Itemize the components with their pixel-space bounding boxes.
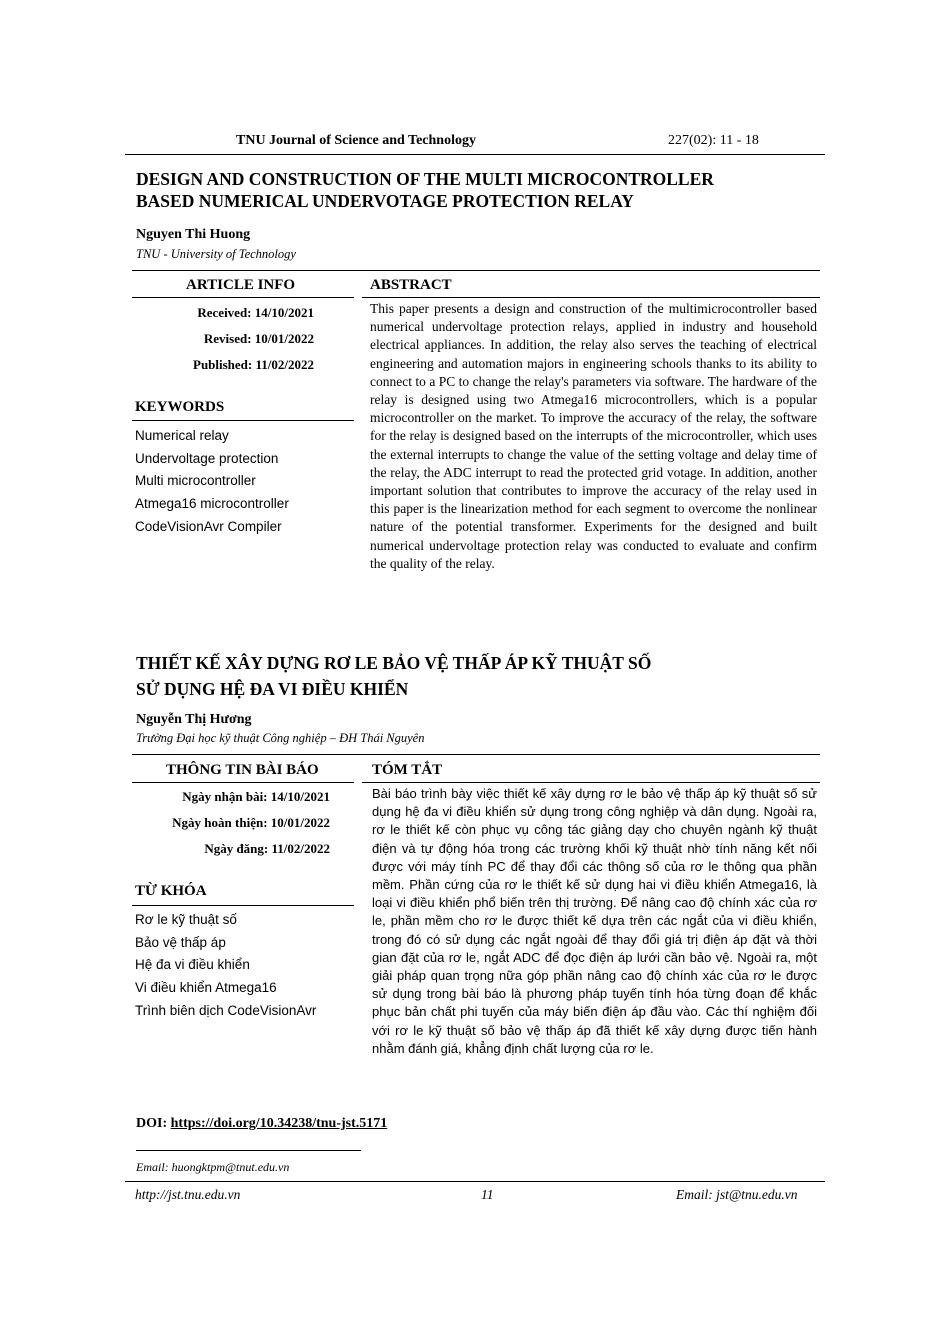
thong-tin-rule: [132, 782, 354, 783]
english-affiliation: TNU - University of Technology: [136, 247, 296, 261]
ngay-dang-date: Ngày đăng: 11/02/2022: [204, 841, 330, 856]
doi-line: [136, 1116, 387, 1132]
article-info-heading: ARTICLE INFO: [186, 277, 296, 293]
revised-date: Revised: 10/01/2022: [203, 331, 314, 346]
ngay-hoan-thien-date: Ngày hoàn thiện: 10/01/2022: [172, 815, 330, 830]
keyword-item: Numerical relay: [135, 428, 229, 443]
doi-link[interactable]: https://doi.org/10.34238/tnu-jst.5171: [170, 1116, 388, 1131]
keyword-item: Multi microcontroller: [135, 473, 256, 489]
thong-tin-bai-bao-heading: THÔNG TIN BÀI BÁO: [166, 762, 319, 778]
footnote-divider: [136, 1150, 361, 1151]
tom-tat-heading: TÓM TẮT: [372, 762, 443, 778]
footer-email[interactable]: Email: jst@tnu.edu.vn: [676, 1187, 798, 1202]
page-number: 11: [481, 1187, 494, 1202]
footer-website[interactable]: http://jst.tnu.edu.vn: [135, 1187, 241, 1202]
vietnamese-abstract-text: Bài báo trình bày việc thiết kế xây dựng rơ le bảo vệ thấp áp kỹ thuật số sử dụng hệ đa vi điều khiển sử dụng trong công nghiệp và dân dụng. Ngoài ra, rơ le thiết kế còn phục vụ công tác giảng dạy cho chuyên ngành kỹ thuật điện và tự động hóa trong các trường khối kỹ thuật nhờ tính năng kết nối được với máy tính PC để thay đổi các thông số của rơ le thông qua phần mềm. Phần cứng của rơ le thiết kế sử dụng hai vi điều khiển Atmega16, là loại vi điều khiển phổ biến trên thị trường. Để nâng cao độ chính xác của rơ le, phần mềm cho rơ le được thiết kế dựa trên các ngắt của vi điều khiển, trong đó có sử dụng các ngắt ngoài để thay đổi giá trị điện áp đặt và thời gian đặt của rơ le, ngắt ADC để đọc điện áp lưới cần bảo vệ. Ngoài ra, một giải pháp quan trọng nữa góp phần nâng cao độ chính xác của rơ le được sử dụng trong bài báo là phương pháp tuyến tính hóa từng đoạn để khắc phục bản chất phi tuyến của máy biến điện áp đầu vào. Các thí nghiệm đối với rơ le kỹ thuật số bảo vệ thấp áp đã thiết kế xây dựng được tiến hành nhằm đánh giá, khẳng định chất lượng của rơ le.: [372, 786, 817, 1056]
doi-label: DOI:: [136, 1116, 168, 1131]
keyword-item: Undervoltage protection: [135, 450, 279, 466]
vietnamese-title-line2: SỬ DỤNG HỆ ĐA VI ĐIỀU KHIỂN: [136, 679, 409, 699]
vietnamese-keyword-list: [135, 909, 316, 1023]
keyword-item: Hệ đa vi điều khiển: [135, 957, 250, 973]
journal-volume: 227(02): 11 - 18: [668, 133, 759, 148]
tu-khoa-heading: TỪ KHÓA: [135, 883, 207, 899]
header-divider: [125, 154, 825, 155]
received-date: Received: 14/10/2021: [197, 305, 314, 320]
tu-khoa-rule: [132, 905, 354, 906]
footer-divider: [125, 1181, 825, 1182]
author-email-footnote: Email: huongktpm@tnut.edu.vn: [136, 1160, 290, 1174]
abstract-rule: [362, 297, 820, 298]
keywords-rule: [132, 420, 354, 421]
ngay-nhan-bai-date: Ngày nhận bài: 14/10/2021: [182, 789, 330, 804]
english-title-line1: DESIGN AND CONSTRUCTION OF THE MULTI MICROCONTROLLER: [136, 169, 714, 189]
keyword-item: Trình biên dịch CodeVisionAvr: [135, 1002, 317, 1018]
keywords-heading: KEYWORDS: [135, 399, 225, 415]
keyword-item: Bảo vệ thấp áp: [135, 934, 226, 950]
english-keyword-list: [135, 425, 289, 539]
journal-name: TNU Journal of Science and Technology: [236, 133, 476, 148]
english-dates: [132, 300, 314, 378]
english-info-top-rule: [132, 270, 820, 271]
keyword-item: Atmega16 microcontroller: [135, 496, 289, 512]
vietnamese-affiliation: Trường Đại học kỹ thuật Công nghiệp – ĐH Thái Nguyên: [136, 731, 425, 745]
english-title: [136, 168, 826, 212]
vietnamese-title-line1: THIẾT KẾ XÂY DỰNG RƠ LE BẢO VỆ THẤP ÁP KỸ THUẬT SỐ: [136, 653, 652, 673]
abstract-heading: ABSTRACT: [370, 277, 452, 293]
english-author: Nguyen Thi Huong: [136, 227, 251, 242]
keyword-item: CodeVisionAvr Compiler: [135, 518, 282, 534]
english-abstract-text: This paper presents a design and construction of the multimicrocontroller based numerical undervoltage protection relays, applied in industry and household electrical appliances. In addition, the relay also serves the teaching of electrical engineering and automation majors in engineering schools thanks to its ability to connect to a PC to change the relay's parameters via software. The hardware of the relay is designed using two Atmega16 microcontrollers, which is a popular microcontroller on the market. To improve the accuracy of the relay, the software for the relay is designed based on the interrupts of the microcontroller, which uses the external interrupts to change the value of the setting voltage and delay time of the relay, the ADC interrupt to read the protected grid votage. In addition, another important solution that contributes to improve the accuracy of the relay used in this paper is the linearization method for each segment to overcome the nonlinear nature of the potential transformer. Experiments for the designed and built numerical undervoltage protection relay was conducted to evaluate and confirm the quality of the relay.: [370, 301, 817, 571]
keyword-item: Vi điều khiển Atmega16: [135, 980, 277, 996]
published-date: Published: 11/02/2022: [193, 357, 314, 372]
vietnamese-title: [136, 650, 826, 702]
english-title-line2: BASED NUMERICAL UNDERVOTAGE PROTECTION RELAY: [136, 191, 634, 211]
vietnamese-info-top-rule: [132, 754, 820, 755]
keyword-item: Rơ le kỹ thuật số: [135, 912, 237, 927]
tom-tat-rule: [362, 782, 820, 783]
vietnamese-author: Nguyễn Thị Hương: [136, 712, 252, 727]
article-info-rule: [132, 297, 354, 298]
vietnamese-dates: [120, 784, 330, 862]
